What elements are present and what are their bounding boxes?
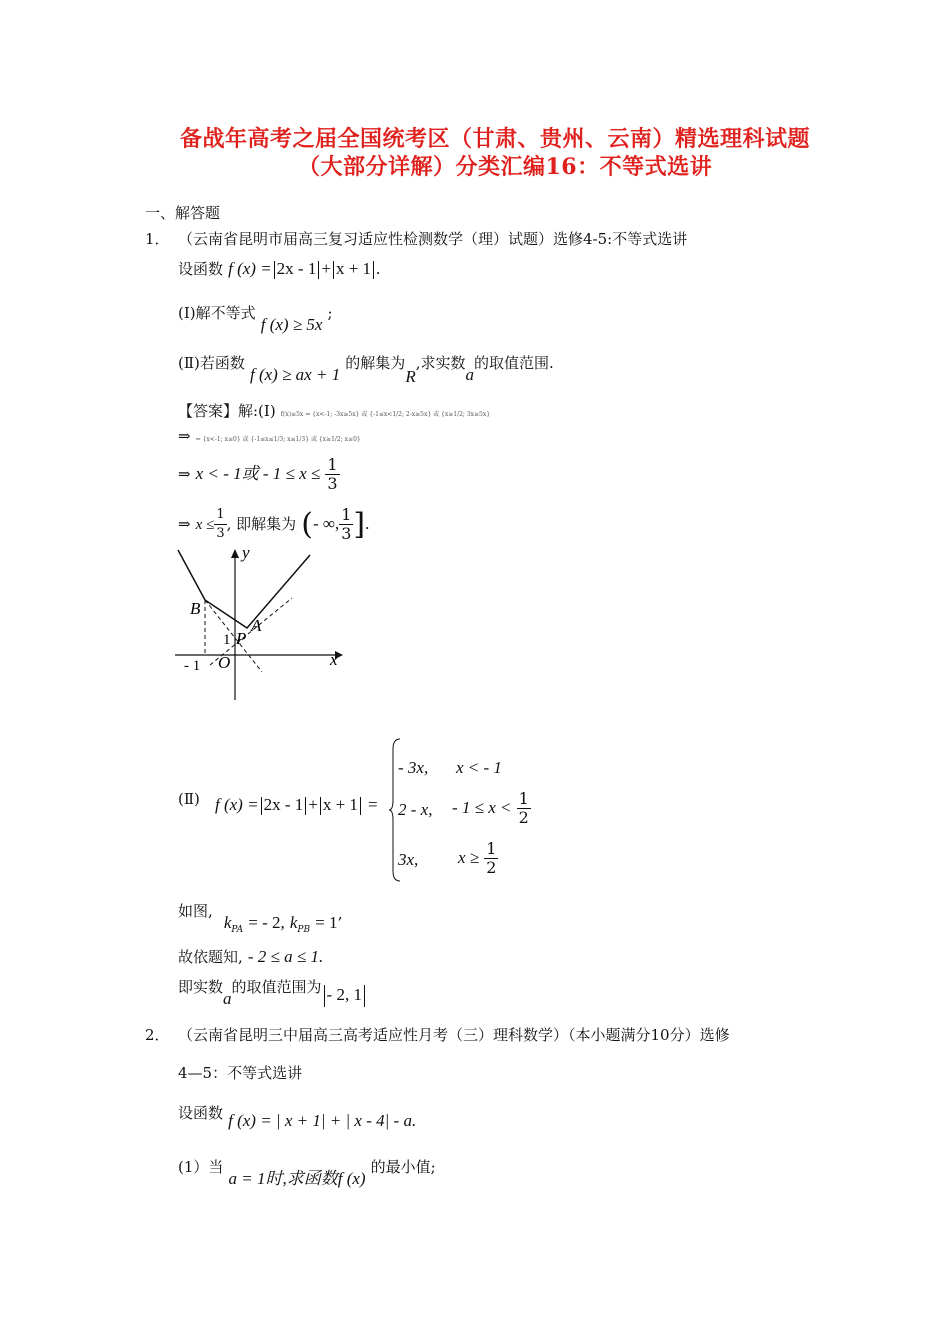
q2-p1-label: (1）当	[178, 1158, 224, 1176]
fraction-one-third	[325, 456, 339, 493]
q1-answer-line1	[178, 400, 490, 421]
document-title-line1: 备战年高考之届全国统考区（甘肃、贵州、云南）精选理科试题	[180, 126, 811, 152]
step1-math: x < - 1或 - 1 ≤ x ≤	[195, 464, 321, 483]
abs-bar	[320, 797, 321, 815]
abs-bar	[333, 261, 334, 279]
label-neg-one: - 1	[184, 658, 201, 674]
bracket-bar	[324, 985, 325, 1007]
q1-p2-a: a	[465, 365, 474, 384]
frac-num: 1	[327, 455, 338, 474]
pw-case2-expr: 2 - x,	[398, 800, 433, 819]
q1-p2-label: (Ⅱ)若函数	[178, 354, 245, 372]
document-title-line2: （大部分详解）分类汇编16：不等式选讲	[298, 154, 713, 180]
pw-case2-cond: - 1 ≤ x <	[452, 798, 512, 817]
y-axis-arrow	[231, 549, 239, 558]
dashed-line-pb	[205, 600, 262, 672]
q1-f-end: .	[376, 259, 381, 278]
q1-p2-end: 的取值范围.	[473, 354, 554, 372]
pw-t2: x + 1	[322, 795, 358, 814]
pw-t1: 2x - 1	[263, 795, 304, 814]
fraction-one-half	[484, 840, 498, 877]
frac-num: 1	[214, 506, 226, 525]
q2-part1	[178, 1152, 436, 1188]
label-P: P	[236, 629, 247, 648]
pw-lhs: f (x) =	[215, 795, 259, 814]
bracket-right: ]	[353, 507, 366, 542]
section-heading: 一、解答题	[145, 204, 221, 222]
q2-function-def	[178, 1102, 417, 1130]
label-B: B	[190, 599, 201, 618]
frac-den: 3	[216, 526, 225, 541]
q1-intro: 设函数	[178, 260, 224, 278]
pw-case1-expr: - 3x,	[398, 758, 429, 777]
answer-label: 【答案】解:(Ⅰ)	[178, 402, 276, 420]
answer-tiny-formula1: f(x)≥5x ⇔ {x<-1; -3x≥5x} 或 {-1≤x<1/2; 2-x≥5x} 或 {x≥1/2; 3x≥5x}	[280, 411, 491, 418]
q1-part2	[178, 352, 554, 386]
frac-den: 2	[518, 808, 529, 827]
label-A: A	[251, 616, 262, 635]
pw-case3-cond: x ≥	[458, 848, 480, 867]
q1-f-t2: x + 1	[335, 259, 372, 278]
conclude-math: - 2 ≤ a ≤ 1.	[247, 947, 324, 966]
q2-intro: 设函数	[178, 1104, 224, 1122]
slope-sub2: PB	[297, 925, 311, 936]
abs-bar	[261, 797, 262, 815]
fig-text: 如图,	[178, 902, 213, 920]
q1-answer-step1	[178, 456, 340, 493]
final-int-text: - 2, 1	[326, 985, 362, 1004]
frac-den: 2	[486, 858, 497, 877]
q1-p2-math: f (x) ≥ ax + 1	[250, 365, 341, 384]
label-O: O	[218, 653, 231, 672]
pw-case2	[452, 790, 531, 827]
pw-plus: +	[308, 795, 318, 814]
label-one: 1	[223, 632, 231, 648]
abs-bar	[360, 797, 361, 815]
slope-sub1: PA	[231, 925, 244, 936]
q1-answer-step2	[178, 506, 369, 543]
q2-f-math: f (x) = | x + 1| + | x - 4| - a.	[228, 1111, 417, 1130]
frac-num: 1	[341, 505, 352, 524]
answer-arrow: ⇒	[178, 427, 191, 445]
step2-interval: - ∞,	[312, 514, 340, 533]
pw-case1-cond: x < - 1	[456, 758, 502, 777]
label-y: y	[242, 543, 250, 562]
p2-ans-label: (Ⅱ)	[178, 790, 200, 808]
slopes-line	[178, 900, 343, 936]
q1-p2-mid: 的解集为	[345, 354, 406, 372]
step2-end: .	[365, 514, 370, 533]
q1-p2-R: R	[405, 367, 416, 386]
abs-bar	[373, 261, 374, 279]
pw-eq: =	[368, 795, 378, 814]
final-a: a	[223, 989, 232, 1008]
abs-bar	[274, 261, 275, 279]
pw-case3	[458, 840, 498, 877]
conclude-pre: 故依题知,	[178, 948, 243, 966]
final-interval	[322, 985, 367, 1004]
final-mid: 的取值范围为	[231, 978, 322, 996]
answer-arrow: ⇒	[178, 515, 191, 533]
final-pre: 即实数	[178, 978, 224, 996]
step2-pre: x ≤	[195, 517, 215, 533]
q1-p1-math: f (x) ≥ 5x	[260, 315, 323, 334]
q1-part1	[178, 302, 333, 334]
q2-number: 2．	[145, 1026, 170, 1044]
q1-p1-label: (Ⅰ)解不等式	[178, 304, 256, 322]
bracket-bar	[364, 985, 365, 1007]
slope-k1: k	[223, 913, 232, 932]
q2-source: （云南省昆明三中届高三高考适应性月考（三）理科数学）（本小题满分10分）选修	[178, 1026, 730, 1044]
fraction-one-third	[339, 506, 353, 543]
frac-den: 3	[341, 524, 352, 543]
answer-arrow: ⇒	[178, 465, 191, 483]
frac-den: 3	[327, 474, 338, 493]
abs-bar	[318, 261, 319, 279]
q2-p1-end: 的最小值;	[370, 1158, 436, 1176]
final-line	[178, 976, 367, 1008]
q1-function-def	[178, 258, 380, 279]
slope-v2: = 1	[315, 913, 338, 932]
fraction-one-third	[214, 506, 226, 543]
slope-v1: = - 2,	[248, 913, 285, 932]
frac-num: 1	[518, 789, 529, 808]
slope-k2: k	[289, 913, 298, 932]
q1-number: 1．	[145, 230, 170, 248]
q1-source: （云南省昆明市届高三复习适应性检测数学（理）试题）选修4-5:不等式选讲	[178, 230, 688, 248]
q1-f-t1: 2x - 1	[276, 259, 317, 278]
label-x: x	[330, 650, 338, 669]
pw-case3-expr: 3x,	[398, 850, 419, 869]
bracket-left: (	[301, 507, 313, 542]
q1-f-lhs: f (x) =	[228, 259, 272, 278]
q2-p1-math: a = 1时,求函数f (x)	[228, 1169, 366, 1188]
q1-p1-end: ;	[327, 304, 333, 322]
q1-f-plus: +	[321, 259, 331, 278]
q1-p2-mid2: ,求实数	[415, 354, 466, 372]
step2-mid: , 即解集为	[226, 515, 297, 533]
frac-num: 1	[486, 839, 497, 858]
piecewise-lhs	[215, 795, 378, 815]
q2-source2: 4—5：不等式选讲	[178, 1064, 303, 1082]
fraction-one-half	[517, 790, 531, 827]
answer-tiny-formula2: ⇒ {x<-1; x≤0} 或 {-1≤x≤1/3; x≤1/3} 或 {x≥1/2; x≤0}	[195, 436, 361, 443]
abs-bar	[305, 797, 306, 815]
q1-answer-line2	[178, 426, 361, 445]
conclude-line	[178, 946, 323, 967]
function-graph	[170, 540, 350, 705]
slope-end: ’	[337, 914, 343, 932]
